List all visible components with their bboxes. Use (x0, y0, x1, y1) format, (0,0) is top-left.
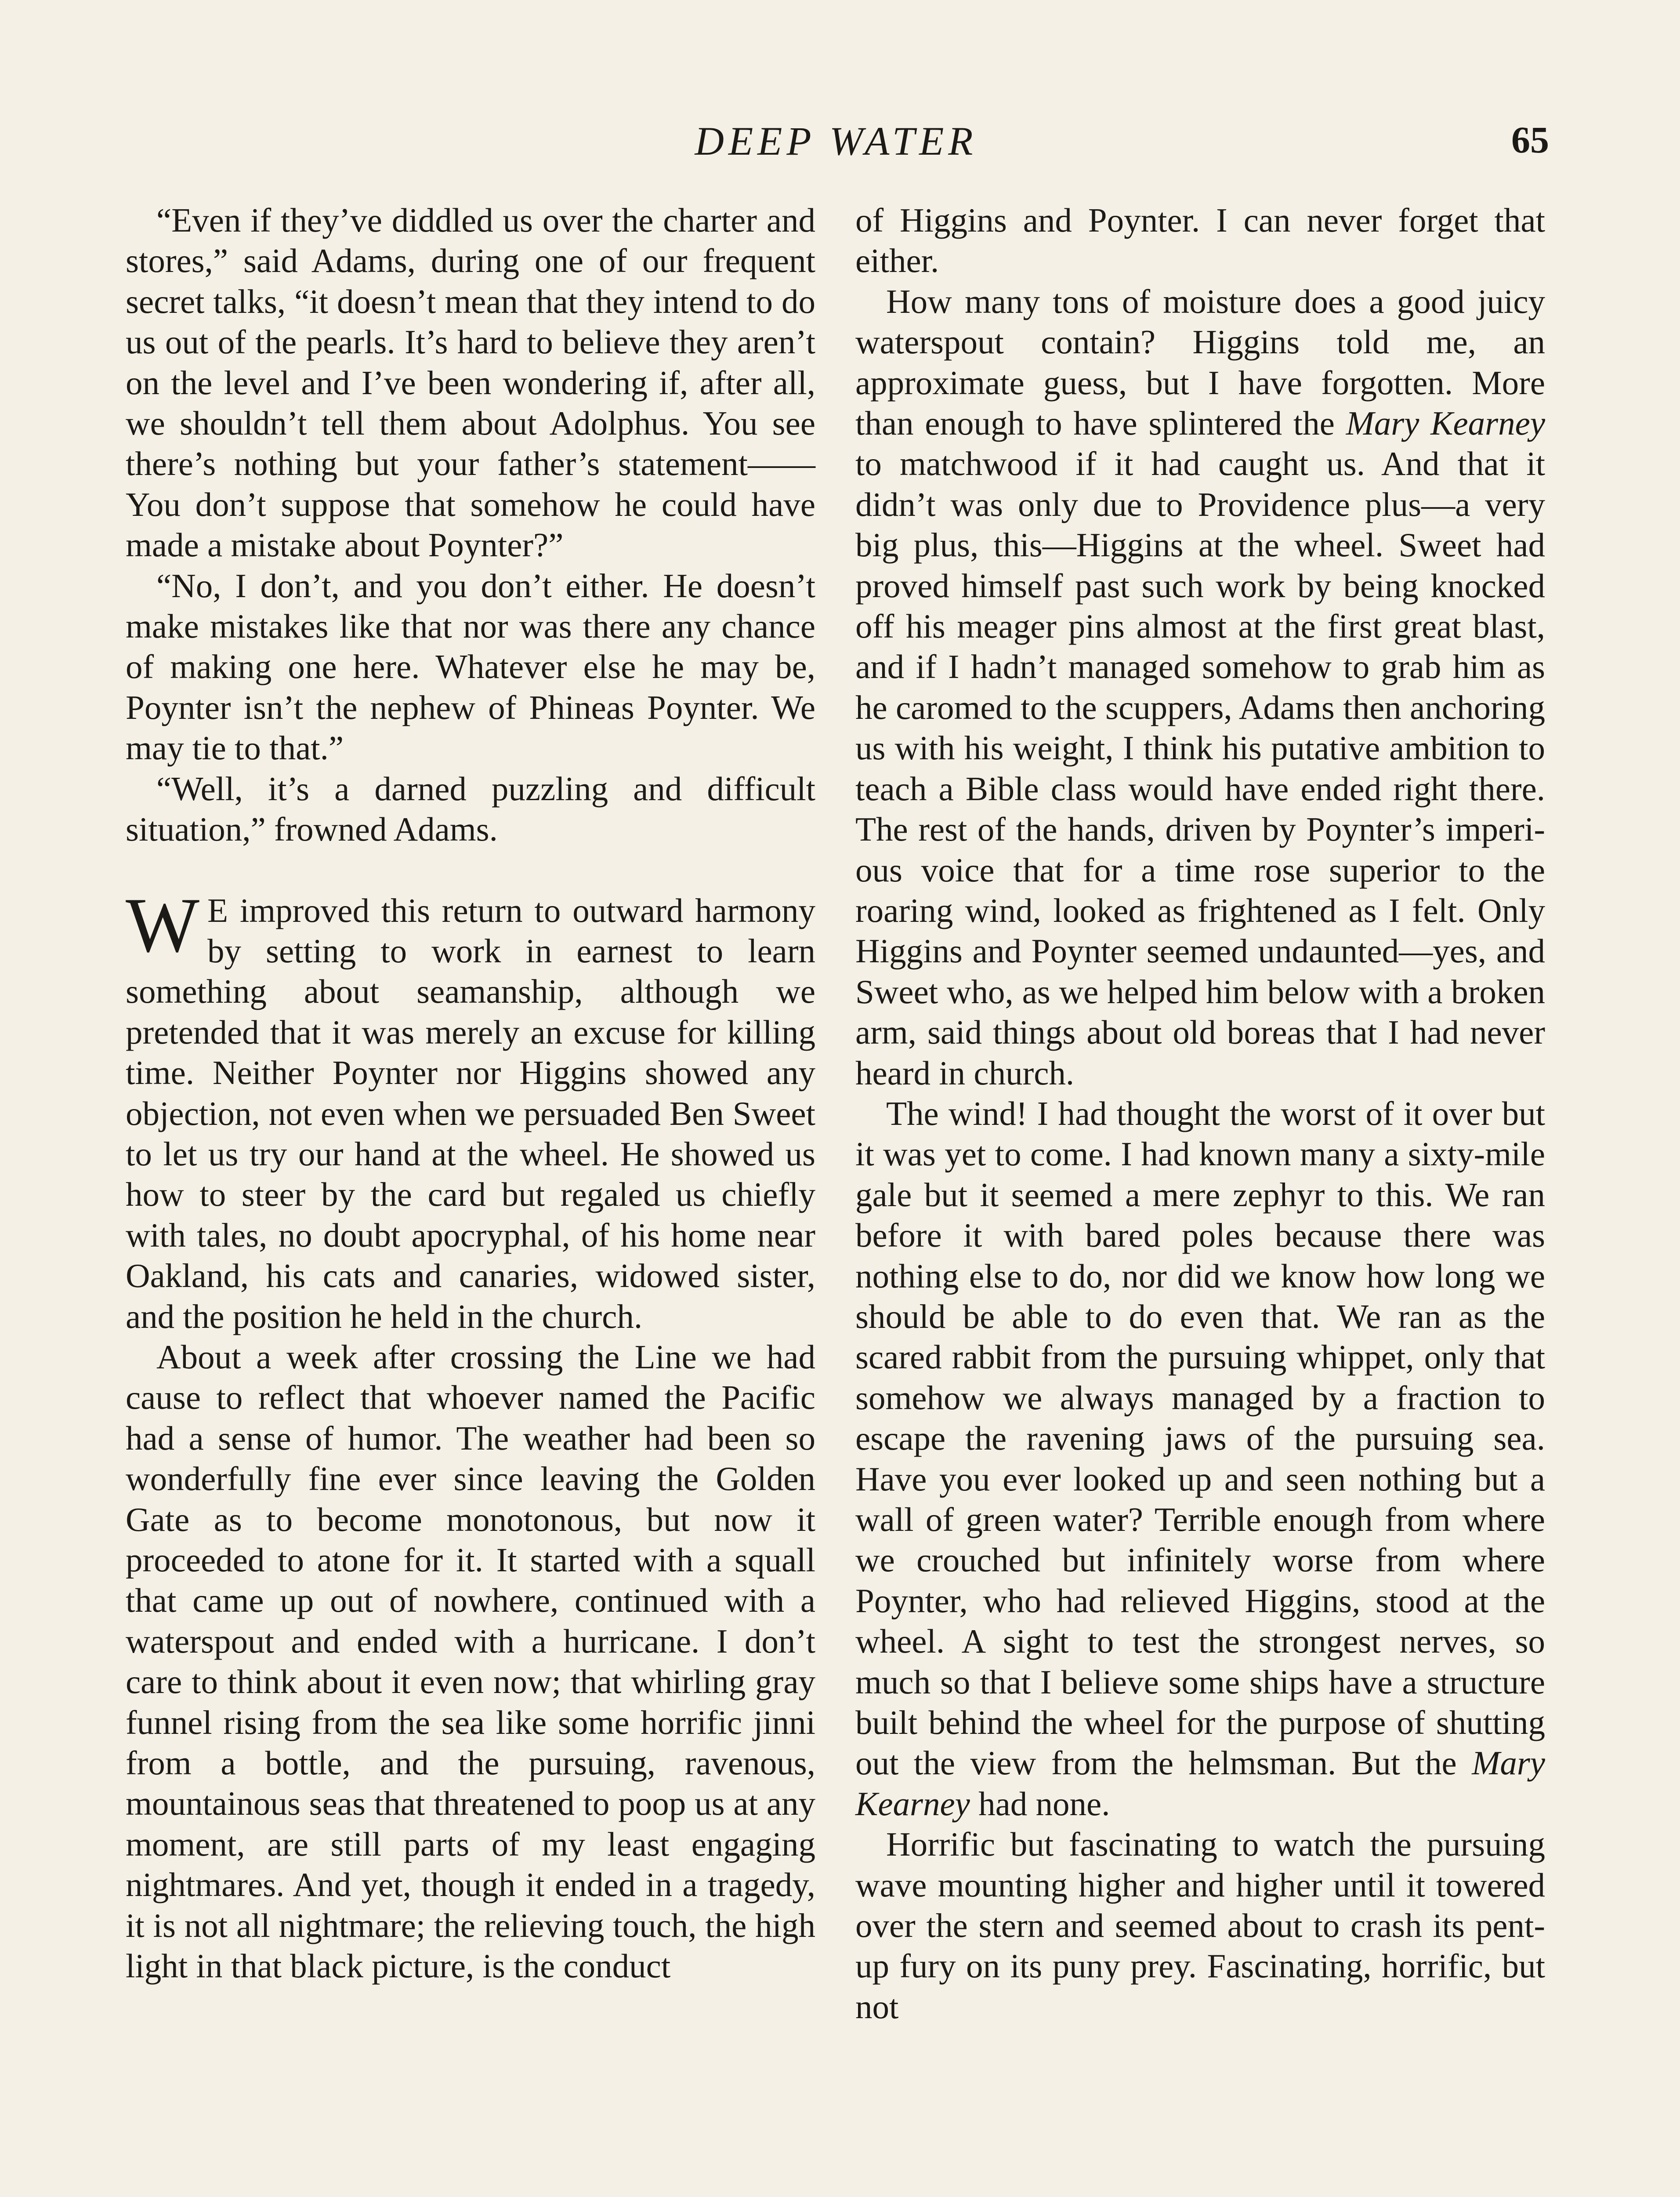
page-number: 65 (1511, 119, 1549, 161)
paragraph-with-dropcap (126, 881, 815, 1337)
paragraph: “Well, it’s a darned puzzling and difficult situation,” frowned Adams. (126, 769, 815, 848)
paragraph-text: How many tons of moisture does a good juicy waterspout contain? Higgins told me, an approximate guess, but I have forgotten. More than enough to have splintered the (855, 282, 1545, 442)
section-break (126, 850, 815, 890)
paragraph: About a week after crossing the Line we had cause to reflect that whoever named the Pacific had a sense of humor. The weather had been so wonderfully fine ever since leaving the Golden Gate as to become monotonous, but now it proceeded to atone for it. It started with a squall that came up out of nowhere, continued with a waterspout and ended with a hurricane. I don’t care to think about it even now; that whirling gray funnel rising from the sea like some horrific jinni from a bottle, and the pursuing, ravenous, mountainous seas that threatened to poop us at any moment, are still parts of my least engaging nightmares. And yet, though it ended in a tragedy, it is not all nightmare; the relieving touch, the high light in that black picture, is the conduct (126, 1338, 815, 1985)
paragraph: Horrific but fascinating to watch the pursuing wave mounting higher and higher until it towered over the stern and seemed about to crash its pent-up fury on its puny prey. Fascinating, horrific, but not (855, 1825, 1545, 2026)
left-column (126, 200, 815, 1986)
paragraph-text: The wind! I had thought the worst of it over but it was yet to come. I had known many a sixty-mile gale but it seemed a mere zephyr to this. We ran before it with bared poles because there was nothing else to do, nor did we know how long we should be able to do even that. We ran as the scared rabbit from the pursuing whippet, only that somehow we always managed by a fraction to escape the ravening jaws of the pursuing sea. Have you ever looked up and seen nothing but a wall of green water? Terrible enough from where we crouched but infinitely worse from where Poynter, who had relieved Higgins, stood at the wheel. A sight to test the strongest nerves, so much so that I believe some ships have a structure built behind the wheel for the purpose of shutting out the view from the helmsman. But the (855, 1094, 1545, 1782)
ship-name: Mary Kearney (1346, 404, 1545, 442)
ship-name: Mary Kearney (855, 1744, 1545, 1823)
paragraph-text: E improved this return to outward harmony by setting to work in earnest to learn something about seamanship, although we pretended that it was merely an excuse for killing time. Neither Poynter nor Higgins showed any objection, not even when we persuaded Ben Sweet to let us try our hand at the wheel. He showed us how to steer by the card but regaled us chiefly with tales, no doubt apocryphal, of his home near Oakland, his cats and canaries, widowed sister, and the position he held in the church. (126, 891, 815, 1335)
paragraph (855, 281, 1545, 1093)
page-header (123, 118, 1549, 166)
paragraph-text: to matchwood if it had caught us. And that it didn’t was only due to Providence plus—a very big plus, this—Higgins at the wheel. Sweet had proved himself past such work by being knocked off his meager pins almost at the first great blast, and if I hadn’t managed somehow to grab him as he caromed to the scuppers, Adams then anchoring us with his weight, I think his putative ambition to teach a Bible class would have ended right there. The rest of the hands, driven by Poynter’s imperious voice that for a time rose superior to the roaring wind, looked as frightened as I felt. Only Higgins and Poynter seemed undaunted—yes, and Sweet who, as we helped him below with a broken arm, said things about old boreas that I had never heard in church. (855, 445, 1545, 1092)
paragraph: of Higgins and Poynter. I can never forget that either. (855, 201, 1545, 280)
right-column (855, 200, 1545, 2027)
running-title: DEEP WATER (695, 119, 978, 163)
drop-cap: W (126, 881, 200, 968)
paragraph: “Even if they’ve diddled us over the charter and stores,” said Adams, during one of our frequent secret talks, “it doesn’t mean that they intend to do us out of the pearls. It’s hard to believe they aren’t on the level and I’ve been wondering if, after all, we shouldn’t tell them about Adolphus. You see there’s nothing but your father’s statement—— You don’t suppose that somehow he could have made a mistake about Poynter?” (126, 201, 815, 564)
paragraph: “No, I don’t, and you don’t either. He doesn’t make mistakes like that nor was there any chance of making one here. Whatever else he may be, Poynter isn’t the nephew of Phineas Poynter. We may tie to that.” (126, 566, 815, 767)
paragraph (855, 1093, 1545, 1824)
paragraph-text: had none. (970, 1784, 1110, 1823)
